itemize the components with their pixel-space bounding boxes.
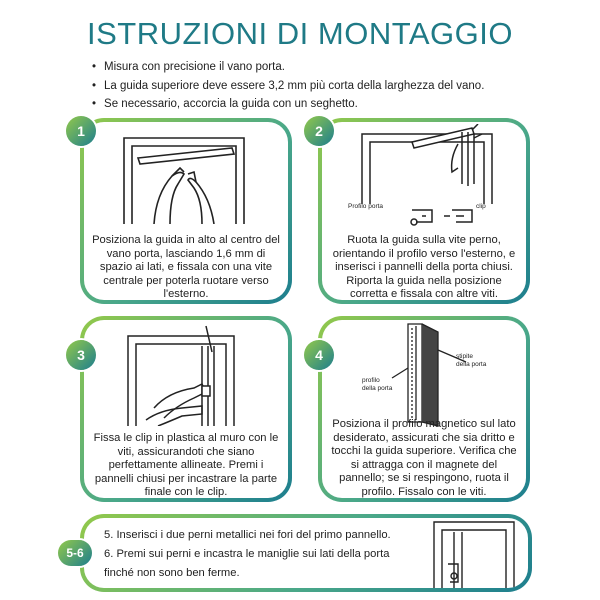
step-4-card	[318, 316, 530, 502]
step-3-illustration	[84, 322, 288, 426]
step-2-text: Ruota la guida sulla vite perno, orientando il profilo verso l'esterno, e inserisci i pannelli della porta chiusi. Riporta la guida nella posizione corretta e fissala con altre viti.	[332, 234, 516, 300]
intro-bullet-text: Se necessario, accorcia la guida con un seghetto.	[104, 98, 358, 110]
step-3-badge: 3	[66, 340, 96, 370]
step-2-illustration	[322, 124, 526, 232]
step-3-text: Fissa le clip in plastica al muro con le viti, assicurandoti che siano perfettamente allineate. Premi i pannelli chiusi per incastrare la parte finale con le clip.	[93, 432, 279, 498]
step-5-6-line: finché non sono ben ferme.	[104, 567, 240, 579]
step-2-card	[318, 118, 530, 304]
intro-bullet	[92, 77, 484, 96]
page-title: ISTRUZIONI DI MONTAGGIO	[87, 16, 513, 51]
profile-label: Profilo porta	[348, 203, 384, 210]
step-2-badge: 2	[304, 116, 334, 146]
intro-bullet	[92, 95, 484, 114]
step-1-card	[80, 118, 292, 304]
step-1-text: Posiziona la guida in alto al centro del vano porta, lasciando 1,6 mm di spazio ai lati, e fissala con una vite centrale per poterla ruotare verso l'esterno.	[92, 234, 280, 300]
intro-bullet-list	[92, 58, 484, 114]
step-4-badge: 4	[304, 340, 334, 370]
intro-bullet	[92, 58, 484, 77]
step-5-6-list	[104, 526, 391, 583]
step-3-card	[80, 316, 292, 502]
step-5-6-line: 6. Premi sui perni e incastra le maniglie sui lati della porta	[104, 548, 390, 560]
profile-door-label-line1: profilo	[362, 377, 380, 384]
intro-bullet-text: La guida superiore deve essere 3,2 mm più corta della larghezza del vano.	[104, 79, 485, 92]
clip-label: clip	[476, 203, 486, 210]
step-4-illustration	[322, 322, 526, 426]
step-1-illustration	[84, 124, 288, 224]
step-5-6-illustration	[414, 518, 524, 588]
step-5-6-card	[80, 514, 532, 592]
jamb-label-line2: della porta	[456, 361, 487, 368]
intro-bullet-text: Misura con precisione il vano porta.	[104, 61, 285, 73]
profile-door-label-line2: della porta	[362, 385, 393, 392]
step-5-6-line: 5. Inserisci i due perni metallici nei fori del primo pannello.	[104, 529, 391, 541]
jamb-label-line1: stipite	[456, 353, 473, 360]
step-5-6-badge: 5-6	[58, 540, 92, 566]
step-4-text: Posiziona il profilo magnetico sul lato desiderato, assicurati che sia dritto e tocchi la guida superiore. Verifica che si attragga con il magnete del pannello; se si respingono, ruota il profilo. Fissalo con le viti.	[331, 418, 517, 498]
step-1-badge: 1	[66, 116, 96, 146]
